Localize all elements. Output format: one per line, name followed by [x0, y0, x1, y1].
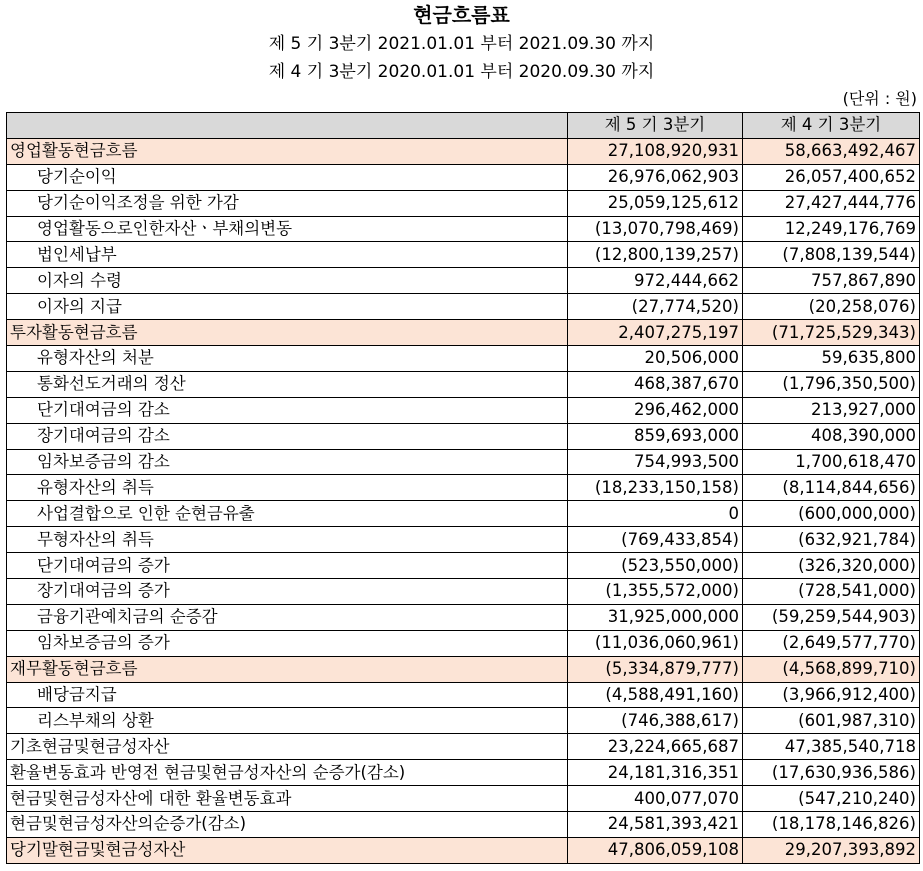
row-label: 영업활동으로인한자산ㆍ부채의변동	[7, 216, 568, 242]
unit-label: (단위 : 원)	[842, 89, 917, 108]
header-current-period: 제 5 기 3분기	[568, 113, 743, 139]
table-row	[7, 397, 920, 423]
current-period-value: 972,444,662	[568, 268, 743, 294]
row-label: 무형자산의 취득	[7, 527, 568, 553]
row-label: 당기말현금및현금성자산	[7, 837, 568, 863]
current-period-value: 859,693,000	[568, 423, 743, 449]
prior-period-value: 26,057,400,652	[743, 164, 920, 190]
row-label: 당기순이익	[7, 164, 568, 190]
current-period-value: 26,976,062,903	[568, 164, 743, 190]
table-row	[7, 190, 920, 216]
period-prior: 제 4 기 3분기 2020.01.01 부터 2020.09.30 까지	[268, 62, 655, 82]
row-label: 임차보증금의 감소	[7, 449, 568, 475]
current-period-value: 23,224,665,687	[568, 734, 743, 760]
row-label: 기초현금및현금성자산	[7, 734, 568, 760]
period-current: 제 5 기 3분기 2021.01.01 부터 2021.09.30 까지	[268, 34, 655, 54]
row-label: 장기대여금의 감소	[7, 423, 568, 449]
prior-period-value: (17,630,936,586)	[743, 760, 920, 786]
prior-period-value: (2,649,577,770)	[743, 630, 920, 656]
prior-period-value: 1,700,618,470	[743, 449, 920, 475]
prior-period-value: 59,635,800	[743, 346, 920, 372]
current-period-value: 27,108,920,931	[568, 138, 743, 164]
statement-title: 현금흐름표	[413, 3, 510, 27]
row-label: 재무활동현금흐름	[7, 656, 568, 682]
current-period-value: 2,407,275,197	[568, 320, 743, 346]
row-label: 투자활동현금흐름	[7, 320, 568, 346]
row-label: 현금및현금성자산의순증가(감소)	[7, 812, 568, 838]
current-period-value: 47,806,059,108	[568, 837, 743, 863]
table-row	[7, 216, 920, 242]
cash-flow-table	[6, 112, 920, 864]
header-item	[7, 113, 568, 139]
prior-period-value: (7,808,139,544)	[743, 242, 920, 268]
current-period-value: 400,077,070	[568, 786, 743, 812]
row-label: 영업활동현금흐름	[7, 138, 568, 164]
row-label: 당기순이익조정을 위한 가감	[7, 190, 568, 216]
table-row	[7, 268, 920, 294]
row-label: 이자의 수령	[7, 268, 568, 294]
prior-period-value: 29,207,393,892	[743, 837, 920, 863]
prior-period-value: (632,921,784)	[743, 527, 920, 553]
row-label: 유형자산의 처분	[7, 346, 568, 372]
table-row	[7, 371, 920, 397]
current-period-value: (746,388,617)	[568, 708, 743, 734]
prior-period-value: (8,114,844,656)	[743, 475, 920, 501]
row-label: 이자의 지급	[7, 294, 568, 320]
current-period-value: (4,588,491,160)	[568, 682, 743, 708]
current-period-value: (13,070,798,469)	[568, 216, 743, 242]
row-label: 유형자산의 취득	[7, 475, 568, 501]
prior-period-value: (601,987,310)	[743, 708, 920, 734]
row-label: 단기대여금의 감소	[7, 397, 568, 423]
current-period-value: 296,462,000	[568, 397, 743, 423]
prior-period-value: (20,258,076)	[743, 294, 920, 320]
table-row	[7, 164, 920, 190]
current-period-value: 24,581,393,421	[568, 812, 743, 838]
prior-period-value: (71,725,529,343)	[743, 320, 920, 346]
table-row	[7, 812, 920, 838]
current-period-value: (27,774,520)	[568, 294, 743, 320]
table-row	[7, 475, 920, 501]
table-header-row	[7, 113, 920, 139]
table-row	[7, 604, 920, 630]
current-period-value: (18,233,150,158)	[568, 475, 743, 501]
current-period-value: 754,993,500	[568, 449, 743, 475]
table-row	[7, 656, 920, 682]
current-period-value: (523,550,000)	[568, 553, 743, 579]
table-row	[7, 501, 920, 527]
table-row	[7, 449, 920, 475]
table-row	[7, 553, 920, 579]
prior-period-value: 757,867,890	[743, 268, 920, 294]
table-row	[7, 527, 920, 553]
prior-period-value: 408,390,000	[743, 423, 920, 449]
row-label: 배당금지급	[7, 682, 568, 708]
current-period-value: 24,181,316,351	[568, 760, 743, 786]
table-row	[7, 579, 920, 605]
table-row	[7, 423, 920, 449]
row-label: 임차보증금의 증가	[7, 630, 568, 656]
table-row	[7, 734, 920, 760]
row-label: 현금및현금성자산에 대한 환율변동효과	[7, 786, 568, 812]
prior-period-value: 12,249,176,769	[743, 216, 920, 242]
prior-period-value: (1,796,350,500)	[743, 371, 920, 397]
current-period-value: 25,059,125,612	[568, 190, 743, 216]
row-label: 법인세납부	[7, 242, 568, 268]
row-label: 통화선도거래의 정산	[7, 371, 568, 397]
table-row	[7, 346, 920, 372]
prior-period-value: 47,385,540,718	[743, 734, 920, 760]
header-prior-period: 제 4 기 3분기	[743, 113, 920, 139]
prior-period-value: (3,966,912,400)	[743, 682, 920, 708]
row-label: 금융기관예치금의 순증감	[7, 604, 568, 630]
current-period-value: 20,506,000	[568, 346, 743, 372]
row-label: 사업결합으로 인한 순현금유출	[7, 501, 568, 527]
prior-period-value: 27,427,444,776	[743, 190, 920, 216]
row-label: 리스부채의 상환	[7, 708, 568, 734]
table-row	[7, 682, 920, 708]
prior-period-value: (59,259,544,903)	[743, 604, 920, 630]
current-period-value: (12,800,139,257)	[568, 242, 743, 268]
current-period-value: (11,036,060,961)	[568, 630, 743, 656]
prior-period-value: (326,320,000)	[743, 553, 920, 579]
table-row	[7, 320, 920, 346]
table-row	[7, 837, 920, 863]
table-row	[7, 242, 920, 268]
current-period-value: (769,433,854)	[568, 527, 743, 553]
current-period-value: 31,925,000,000	[568, 604, 743, 630]
prior-period-value: 213,927,000	[743, 397, 920, 423]
current-period-value: 0	[568, 501, 743, 527]
table-row	[7, 630, 920, 656]
prior-period-value: (600,000,000)	[743, 501, 920, 527]
current-period-value: (5,334,879,777)	[568, 656, 743, 682]
row-label: 환율변동효과 반영전 현금및현금성자산의 순증가(감소)	[7, 760, 568, 786]
current-period-value: (1,355,572,000)	[568, 579, 743, 605]
table-row	[7, 708, 920, 734]
row-label: 장기대여금의 증가	[7, 579, 568, 605]
prior-period-value: (18,178,146,826)	[743, 812, 920, 838]
table-row	[7, 294, 920, 320]
current-period-value: 468,387,670	[568, 371, 743, 397]
prior-period-value: (728,541,000)	[743, 579, 920, 605]
prior-period-value: 58,663,492,467	[743, 138, 920, 164]
row-label: 단기대여금의 증가	[7, 553, 568, 579]
table-row	[7, 786, 920, 812]
table-row	[7, 138, 920, 164]
prior-period-value: (547,210,240)	[743, 786, 920, 812]
prior-period-value: (4,568,899,710)	[743, 656, 920, 682]
table-row	[7, 760, 920, 786]
